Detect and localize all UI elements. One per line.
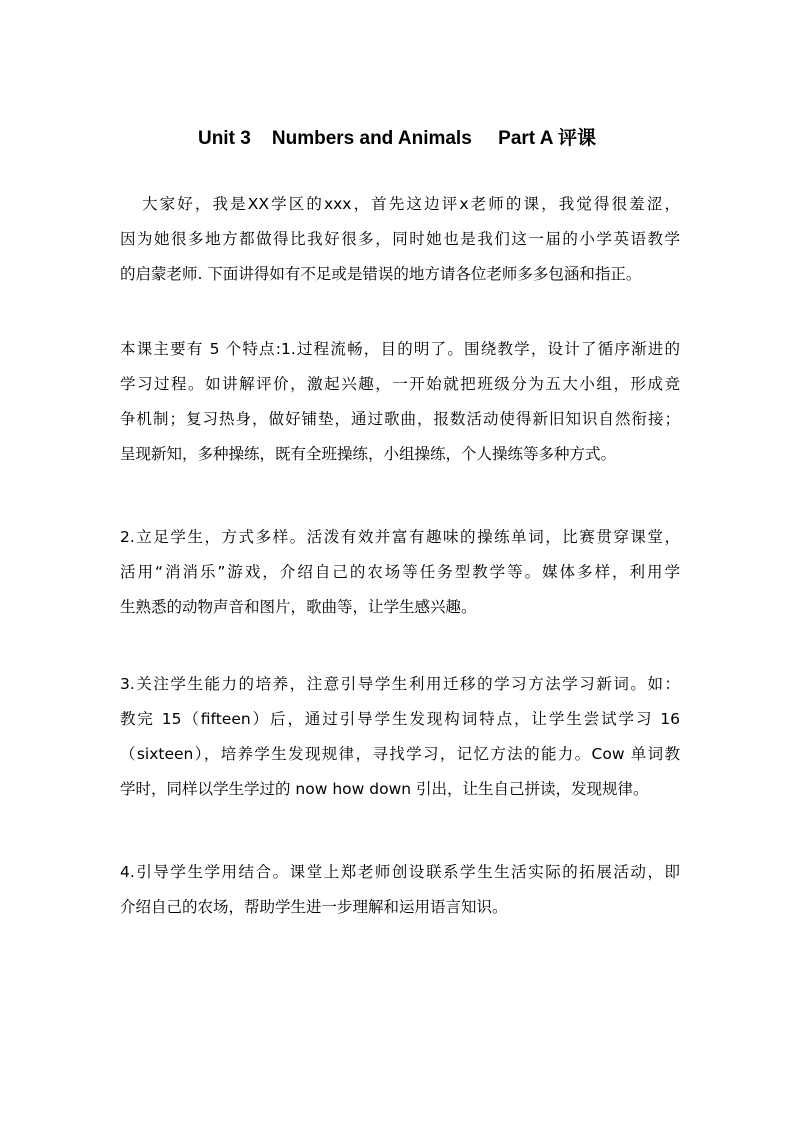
paragraph-line: 本课主要有 5 个特点:1.过程流畅，目的明了。围绕教学，设计了循序渐进的 (120, 340, 680, 358)
paragraph-line: 4.引导学生学用结合。课堂上郑老师创设联系学生生活实际的拓展活动，即 (120, 863, 680, 881)
paragraph-point-2 (120, 520, 680, 625)
paragraph-line: 学时，同样以学生学过的 now how down 引出，让生自己拼读，发现规律。 (120, 780, 649, 798)
paragraph-point-3 (120, 667, 680, 807)
paragraph-line: 教完 15（fifteen）后，通过引导学生发现构词特点，让学生尝试学习 16 (120, 710, 680, 728)
paragraph-line: 呈现新知，多种操练，既有全班操练，小组操练，个人操练等多种方式。 (120, 445, 617, 463)
paragraph-line: （sixteen），培养学生发现规律，寻找学习，记忆方法的能力。Cow 单词教 (120, 745, 680, 763)
paragraph-line: 因为她很多地方都做得比我好很多，同时她也是我们这一届的小学英语教学 (120, 230, 680, 248)
paragraph-line: 争机制；复习热身，做好铺垫，通过歌曲，报数活动使得新旧知识自然衔接； (120, 410, 680, 428)
paragraph-line: 的启蒙老师. 下面讲得如有不足或是错误的地方请各位老师多多包涵和指正。 (120, 265, 642, 283)
paragraph-line: 2.立足学生，方式多样。活泼有效并富有趣味的操练单词，比赛贯穿课堂， (120, 528, 680, 546)
document-title: Unit 3 Numbers and Animals Part A 评课 (197, 128, 597, 149)
paragraph-line: 活用“消消乐”游戏，介绍自己的农场等任务型教学等。媒体多样，利用学 (120, 563, 680, 581)
paragraph-intro (120, 187, 680, 292)
paragraph-point-4 (120, 855, 680, 925)
paragraph-line: 介绍自己的农场，帮助学生进一步理解和运用语言知识。 (120, 898, 508, 916)
paragraph-line: 学习过程。如讲解评价，激起兴趣，一开始就把班级分为五大小组，形成竞 (120, 375, 680, 393)
paragraph-line: 3.关注学生能力的培养，注意引导学生利用迁移的学习方法学习新词。如： (120, 675, 680, 693)
paragraph-line: 生熟悉的动物声音和图片，歌曲等，让学生感兴趣。 (120, 598, 477, 616)
paragraph-line: 大家好，我是XX学区的xxx，首先这边评x老师的课，我觉得很羞涩， (142, 195, 680, 213)
paragraph-point-1 (120, 332, 680, 472)
